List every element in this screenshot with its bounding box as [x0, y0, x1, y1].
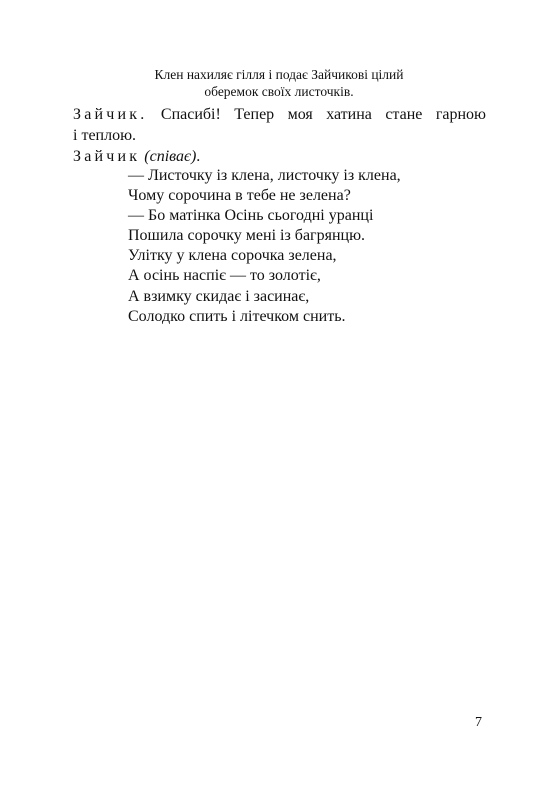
speech-word: Спасибі!: [160, 106, 221, 123]
speech-word: моя: [287, 106, 313, 123]
verse-line: — Бо матінка Осінь сьогодні уранці: [128, 207, 374, 225]
speaker-name: Зайчик: [73, 148, 141, 165]
verse-line: Чому сорочина в тебе не зелена?: [128, 187, 351, 205]
speech-line: і теплою.: [73, 127, 137, 144]
verse-line: Пошила сорочку мені із багрянцю.: [128, 227, 366, 245]
verse-line: Солодко спить і літечком снить.: [128, 307, 346, 325]
punctuation: .: [196, 148, 201, 165]
verse-line: А взимку скидає і засинає,: [128, 287, 310, 305]
stage-remark: (співає): [144, 148, 197, 165]
verse-line: — Листочку із клена, листочку із клена,: [128, 167, 401, 184]
speech-word: стане: [385, 106, 423, 123]
stage-direction-line: Клен нахиляє гілля і подає Зайчикові цілий: [154, 67, 404, 82]
song-verse: [128, 166, 401, 327]
speech-zaichyk-sings: [73, 146, 486, 167]
stage-direction: [120, 66, 438, 100]
speech-zaichyk-thanks: [73, 104, 486, 146]
speech-word: гарною: [435, 106, 486, 123]
speech-word: Тепер: [234, 106, 275, 123]
verse-line: Улітку у клена сорочка зелена,: [128, 247, 337, 265]
verse-line: А осінь наспіє — то золотіє,: [128, 267, 321, 285]
page-number: 7: [475, 715, 482, 730]
stage-direction-line: оберемок своїх листочків.: [204, 84, 354, 99]
speech-line: [73, 104, 486, 125]
speech-word: хатина: [326, 106, 372, 123]
speaker-name: Зайчик.: [73, 106, 148, 123]
